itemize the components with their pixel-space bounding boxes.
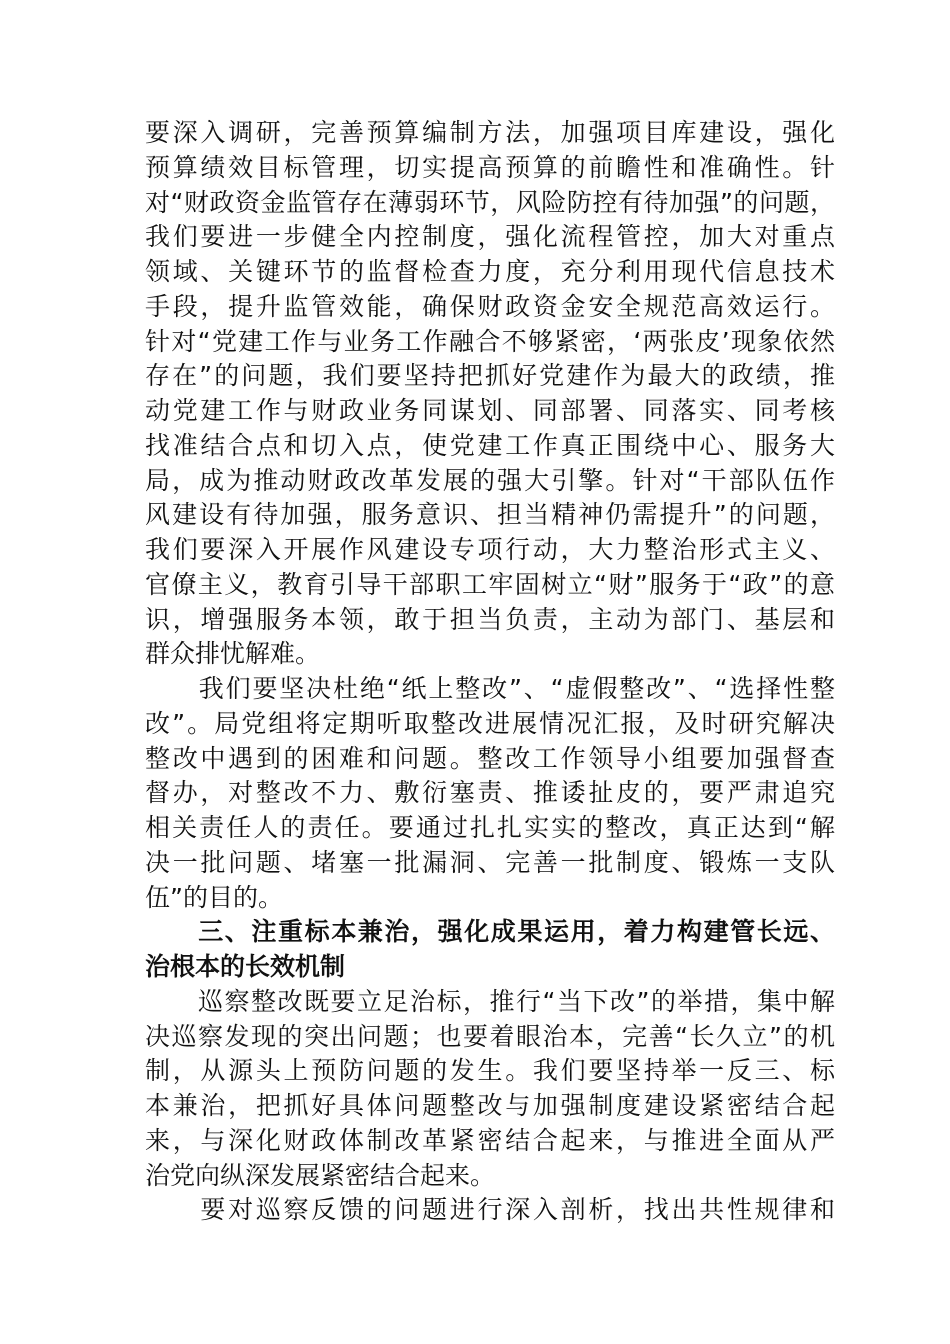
text-line: 识，增强服务本领，敢于担当负责，主动为部门、基层和 [145,604,835,634]
text-line: 来，与深化财政体制改革紧密结合起来，与推进全面从严 [145,1125,835,1155]
text-line: 改”。局党组将定期听取整改进展情况汇报，及时研究解决 [145,708,835,738]
text-line: 动党建工作与财政业务同谋划、同部署、同落实、同考核 [145,396,835,425]
text-line: 要深入调研，完善预算编制方法，加强项目库建设，强化 [145,118,835,147]
text-line: 我们要进一步健全内控制度，强化流程管控，加大对重点 [145,222,835,252]
text-line: 官僚主义，教育引导干部职工牢固树立“财”服务于“政”的意 [145,569,835,599]
text-line: 本兼治，把抓好具体问题整改与加强制度建设紧密结合起 [145,1091,835,1120]
text-line: 整改中遇到的困难和问题。整改工作领导小组要加强督查 [145,743,835,773]
text-line: 治党向纵深发展紧密结合起来。 [145,1160,496,1190]
text-line: 我们要深入开展作风建设专项行动，大力整治形式主义、 [145,535,835,564]
text-line: 决巡察发现的突出问题；也要着眼治本，完善“长久立”的机 [145,1021,835,1051]
text-line: 要对巡察反馈的问题进行深入剖析，找出共性规律和 [145,1195,835,1225]
text-line: 制，从源头上预防问题的发生。我们要坚持举一反三、标 [145,1056,835,1086]
text-line: 手段，提升监管效能，确保财政资金安全规范高效运行。 [145,291,835,321]
text-line: 巡察整改既要立足治标，推行“当下改”的举措，集中解 [145,986,835,1016]
text-line: 针对“党建工作与业务工作融合不够紧密，‘两张皮’现象依然 [145,326,835,356]
text-line: 局，成为推动财政改革发展的强大引擎。针对“干部队伍作 [145,465,835,495]
text-line: 督办，对整改不力、敷衍塞责、推诿扯皮的，要严肃追究 [145,778,835,808]
section-heading-line: 三、注重标本兼治，强化成果运用，着力构建管长远、 [145,917,835,947]
text-line: 我们要坚决杜绝“纸上整改”、“虚假整改”、“选择性整 [145,674,835,703]
text-line: 存在”的问题，我们要坚持把抓好党建作为最大的政绩，推 [145,361,835,391]
text-line: 预算绩效目标管理，切实提高预算的前瞻性和准确性。针 [145,152,835,182]
text-line: 伍”的目的。 [145,882,283,912]
text-line: 找准结合点和切入点，使党建工作真正围绕中心、服务大 [145,430,835,460]
document-body [145,116,835,1228]
text-line: 风建设有待加强，服务意识、担当精神仍需提升”的问题， [145,500,835,530]
text-line: 领域、关键环节的监督检查力度，充分利用现代信息技术 [145,257,835,286]
text-line: 群众排忧解难。 [145,639,321,669]
text-line: 对“财政资金监管存在薄弱环节，风险防控有待加强”的问题， [145,187,835,217]
section-heading-line: 治根本的长效机制 [145,952,346,981]
text-line: 相关责任人的责任。要通过扎扎实实的整改，真正达到“解 [145,813,835,842]
text-line: 决一批问题、堵塞一批漏洞、完善一批制度、锻炼一支队 [145,847,835,877]
